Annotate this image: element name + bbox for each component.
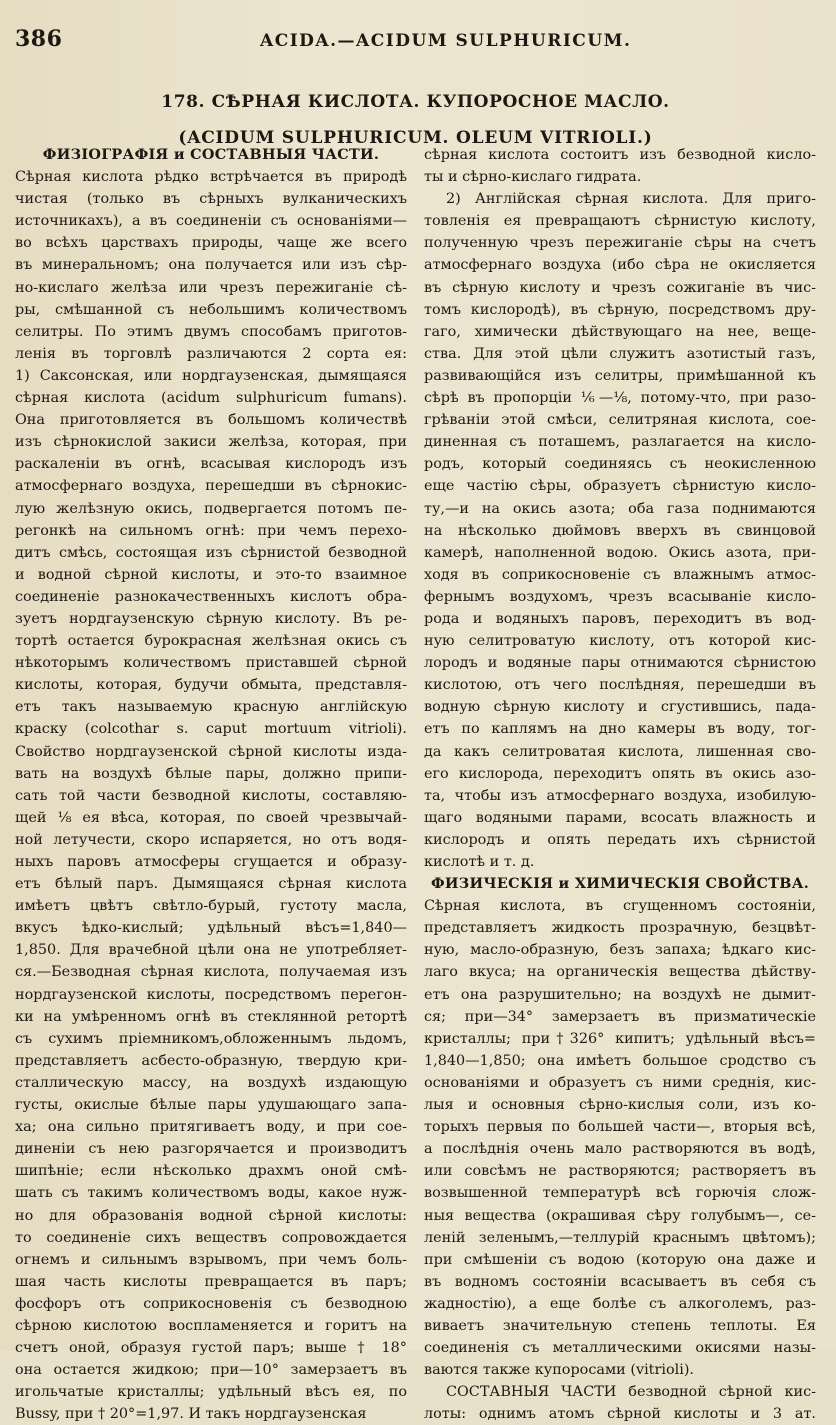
text-line: Сѣрная кислота рѣдко встрѣчается въ природѣ: [15, 169, 407, 186]
text-line: ха; она сильно притягиваетъ воду, и при сое-: [15, 1119, 407, 1136]
text-line: ры, смѣшанной съ небольшимъ количествомъ: [15, 301, 407, 318]
text-line: 1,850. Для врачебной цѣли она не употребляет-: [15, 942, 407, 959]
text-line: она остается жидкою; при—10° замерзаетъ въ: [15, 1362, 407, 1379]
text-line: ки на умѣренномъ огнѣ въ стеклянной ретортѣ: [15, 1008, 407, 1025]
text-line: нордгаузенской кислоты, посредствомъ перегон-: [15, 986, 407, 1003]
text-line: но для образованія водной сѣрной кислоты:: [15, 1207, 407, 1224]
text-line: ходя въ соприкосновеніе съ влажнымъ атмос-: [424, 566, 816, 583]
text-line: имѣетъ цвѣтъ свѣтло-бурый, густоту масла,: [15, 898, 407, 915]
text-line: лыя и основныя сѣрно-кислыя соли, изъ ко-: [424, 1097, 816, 1114]
text-line: диненіи съ нею разгорячается и производитъ: [15, 1141, 407, 1158]
left-column: [15, 144, 407, 1425]
text-line: чистая (только въ сѣрныхъ вулканическихъ: [15, 191, 407, 208]
text-line: вать на воздухѣ бѣлые пары, должно припи-: [15, 765, 407, 782]
text-line: сѣрная кислота состоитъ изъ безводной кисло-: [424, 147, 816, 163]
text-line: ФИЗИЧЕСКІЯ и ХИМИЧЕСКІЯ СВОЙСТВА.: [430, 875, 810, 893]
text-line: лоты: однимъ атомъ сѣрной кислоты и 3 ат.: [424, 1406, 816, 1423]
text-line: регонкѣ на сильномъ огнѣ: при чемъ перехо-: [15, 522, 407, 539]
text-line: атмосфернаго воздуха (ибо сѣра не окисляется: [424, 257, 816, 274]
text-line: шая часть кислоты превращается въ паръ;: [15, 1273, 407, 1290]
text-line: етъ она разрушительно; на воздухѣ не дымит-: [424, 986, 816, 1003]
running-head: ACIDA.—ACIDUM SULPHURICUM.: [260, 31, 632, 51]
text-line: атмосфернаго воздуха, перешедши въ сѣрнокис-: [15, 478, 407, 495]
text-line: 1) Саксонская, или нордгаузенская, дымящаяся: [15, 367, 407, 384]
text-line: СОСТАВНЫЯ ЧАСТИ безводной сѣрной кис-: [446, 1384, 816, 1401]
text-line: етъ такъ называемую красную англійскую: [15, 699, 407, 716]
text-line: селитры. По этимъ двумъ способамъ приготов-: [15, 323, 407, 340]
text-line: во всѣхъ царствахъ природы, чаще же всего: [15, 235, 407, 252]
text-line: водную сѣрную кислоту и сгустившись, пада-: [424, 699, 816, 716]
text-line: или совсѣмъ не растворяются; растворяетъ въ: [424, 1163, 816, 1180]
text-line: Сѣрная кислота, въ сгущенномъ состояніи,: [424, 898, 816, 915]
text-line: сать той части безводной кислоты, составляю-: [15, 787, 407, 804]
text-line: етъ бѣлый паръ. Дымящаяся сѣрная кислота: [15, 876, 407, 893]
text-line: гаго, химически дѣйствующаго на нее, веще-: [424, 323, 816, 340]
text-line: ныя вещества (окрашивая сѣру голубымъ—, се-: [424, 1207, 816, 1224]
text-line: ты и сѣрно-кислаго гидрата.: [424, 169, 642, 186]
text-line: етъ по каплямъ на дно камеры въ воду, тог-: [424, 721, 816, 738]
text-line: а послѣднія очень мало растворяются въ водѣ,: [424, 1141, 816, 1158]
text-columns: [15, 144, 816, 1425]
text-line: лаго вкуса; на органическія вещества дѣйству-: [424, 964, 816, 981]
text-line: источникахъ), а въ соединеніи съ основаніями—: [15, 213, 407, 230]
text-line: полученную чрезъ пережиганіе сѣры на счетъ: [424, 235, 816, 252]
text-line: щаго водяными парами, всосать влажность и: [424, 809, 816, 826]
text-line: сѣрѣ въ пропорціи ⅙—⅛, потому-что, при разо-: [424, 390, 816, 407]
text-line: Свойство нордгаузенской сѣрной кислоты изда-: [15, 743, 407, 760]
text-line: кислотою, отъ чего послѣдняя, перешедши въ: [424, 677, 816, 694]
text-line: 2) Англійская сѣрная кислота. Для приго-: [446, 191, 816, 208]
text-line: развивающійся изъ селитры, примѣшанной къ: [424, 367, 816, 384]
text-line: кислородъ и опять передать ихъ сѣрнистой: [424, 831, 816, 848]
text-line: шипѣніе; если нѣсколько драхмъ оной смѣ-: [15, 1163, 407, 1180]
text-line: сѣрная кислота (acidum sulphuricum fumans).: [15, 390, 407, 407]
text-line: диненная съ поташемъ, разлагается на кисло-: [424, 434, 816, 451]
text-line: грѣваніи этой смѣси, селитряная кислота, сое-: [424, 412, 816, 429]
text-line: виваетъ значительную степень теплоты. Ея: [424, 1317, 816, 1334]
page-header: [15, 26, 816, 58]
text-line: игольчатые кристаллы; удѣльный вѣсъ ея, по: [15, 1384, 407, 1401]
text-line: зуетъ нордгаузенскую сѣрную кислоту. Въ ре-: [15, 610, 407, 627]
text-line: фернымъ воздухомъ, чрезъ всасываніе кисло-: [424, 588, 816, 605]
text-line: на нѣсколько дюймовъ вверхъ въ свинцовой: [424, 522, 816, 539]
text-line: тортѣ остается бурокрасная желѣзная окись съ: [15, 633, 407, 650]
text-line: сѣрною кислотою воспламеняется и горитъ на: [15, 1317, 407, 1334]
text-line: томъ кислородѣ), въ сѣрную, посредствомъ дру-: [424, 301, 816, 318]
text-line: лую желѣзную окись, подвергается потомъ пе-: [15, 500, 407, 517]
text-line: леній зеленымъ,—теллурій краснымъ цвѣтомъ);: [424, 1229, 816, 1246]
text-line: да какъ селитроватая кислота, лишенная сво-: [424, 743, 816, 760]
text-line: Она приготовляется въ большомъ количествѣ: [15, 412, 407, 429]
article-title: 178. СѢРНАЯ КИСЛОТА. КУПОРОСНОЕ МАСЛО.: [161, 92, 670, 112]
text-line: торыхъ первыя по большей части—, вторыя всѣ,: [424, 1119, 816, 1136]
text-line: ленія въ торговлѣ различаются 2 сорта ея:: [15, 345, 407, 362]
text-line: то соединеніе сихъ веществъ сопровождается: [15, 1229, 407, 1246]
text-line: 1,840—1,850; она имѣетъ большое сродство съ: [424, 1052, 816, 1069]
text-line: соединенія съ металлическими окисями назы-: [424, 1340, 816, 1357]
text-line: еще частію сѣры, образуетъ сѣрнистую кисло-: [424, 478, 816, 495]
text-line: возвышенной температурѣ всѣ горючія слож-: [424, 1185, 816, 1202]
text-line: его кислорода, переходитъ опять въ окись азо-: [424, 765, 816, 782]
text-line: родъ, который соединяясь съ неокисленною: [424, 456, 816, 473]
text-line: кристаллы; при†326° кипитъ; удѣльный вѣсъ=: [424, 1030, 816, 1047]
text-line: нѣкоторымъ количествомъ приставшей сѣрной: [15, 655, 407, 672]
text-line: жадностію), а еще болѣе съ алкоголемъ, раз-: [424, 1295, 816, 1312]
text-line: ФИЗІОГРАФІЯ и СОСТАВНЫЯ ЧАСТИ.: [42, 146, 380, 163]
text-line: ся; при—34° замерзаетъ въ призматическіе: [424, 1008, 816, 1025]
text-line: при смѣшеніи съ водою (которую она даже и: [424, 1251, 816, 1268]
text-line: та, чтобы изъ атмосфернаго воздуха, изобилую-: [424, 787, 816, 804]
text-line: ную, масло-образную, безъ запаха; ѣдкаго кис-: [424, 942, 816, 959]
text-line: краску (colcothar s. caput mortuum vitrioli).: [15, 721, 407, 738]
text-line: рода и водяныхъ паровъ, переходитъ въ вод-: [424, 610, 816, 627]
text-line: вкусъ ѣдко-кислый; удѣльный вѣсъ=1,840—: [15, 920, 407, 937]
text-line: представляетъ жидкость прозрачную, безцвѣт-: [424, 920, 816, 937]
text-line: основаніями и образуетъ съ ними среднія, кис-: [424, 1074, 816, 1091]
text-line: въ сѣрную кислоту и чрезъ сожиганіе въ чис-: [424, 279, 816, 296]
text-line: съ сухимъ пріемникомъ,обложеннымъ льдомъ,: [15, 1030, 407, 1047]
text-line: ную селитроватую кислоту, отъ которой кис-: [424, 633, 816, 650]
text-line: кислоты, которая, будучи обмыта, представля-: [15, 677, 407, 694]
text-line: шать съ такимъ количествомъ воды, какое нуж-: [15, 1185, 407, 1202]
text-line: щей ⅛ ея вѣса, которая, по своей чрезвычай-: [15, 809, 407, 826]
text-line: фосфоръ отъ соприкосновенія съ безводною: [15, 1295, 407, 1312]
text-line: камерѣ, наполненной водою. Окись азота, при-: [424, 544, 816, 561]
text-line: ныхъ паровъ атмосферы сгущается и образу-: [15, 854, 407, 870]
article-subtitle: (ACIDUM SULPHURICUM. OLEUM VITRIOLI.): [178, 128, 653, 148]
text-line: но-кислаго желѣза или чрезъ пережиганіе сѣ-: [15, 279, 407, 296]
text-line: ся.—Безводная сѣрная кислота, получаемая изъ: [15, 964, 407, 981]
text-line: огнемъ и сильнымъ взрывомъ, при чемъ боль-: [15, 1251, 407, 1268]
text-line: раскаленіи въ огнѣ, всасывая кислородъ изъ: [15, 456, 407, 473]
text-line: дитъ смѣсь, состоящая изъ сѣрнистой безводной: [15, 544, 407, 561]
text-line: въ минеральномъ; она получается или изъ сѣр-: [15, 257, 407, 274]
text-line: въ водномъ состояніи всасываетъ въ себя съ: [424, 1273, 816, 1290]
text-line: Bussy, при † 20°=1,97. И такъ нордгаузенская: [15, 1406, 367, 1423]
text-line: ту,—и на окись азота; оба газа поднимаются: [424, 500, 816, 517]
text-line: лородъ и водяные пары отнимаются сѣрнистою: [424, 655, 816, 672]
text-line: ваются также купоросами (vitrioli).: [424, 1362, 695, 1379]
text-line: товленія ея превращаютъ сѣрнистую кислоту,: [424, 213, 816, 230]
text-line: представляетъ асбесто-образную, твердую кри-: [15, 1052, 407, 1069]
text-line: сталлическую массу, на воздухѣ издающую: [15, 1074, 407, 1091]
right-column: [424, 144, 816, 1425]
text-line: ства. Для этой цѣли служитъ азотистый газъ,: [424, 345, 816, 362]
page-number: 386: [15, 26, 63, 52]
text-line: густы, окислые бѣлые пары удушающаго запа-: [15, 1097, 407, 1114]
text-line: ной летучести, скоро испаряется, но отъ водя-: [15, 831, 407, 848]
text-line: и водной сѣрной кислоты, и это-то взаимное: [15, 566, 407, 583]
text-line: соединеніе разнокачественныхъ кислотъ обра-: [15, 588, 407, 605]
text-line: изъ сѣрнокислой закиси желѣза, которая, при: [15, 434, 407, 451]
text-line: счетъ оной, образуя густой паръ; выше † 18°: [15, 1340, 407, 1357]
text-line: кислотѣ и т. д.: [424, 854, 535, 870]
